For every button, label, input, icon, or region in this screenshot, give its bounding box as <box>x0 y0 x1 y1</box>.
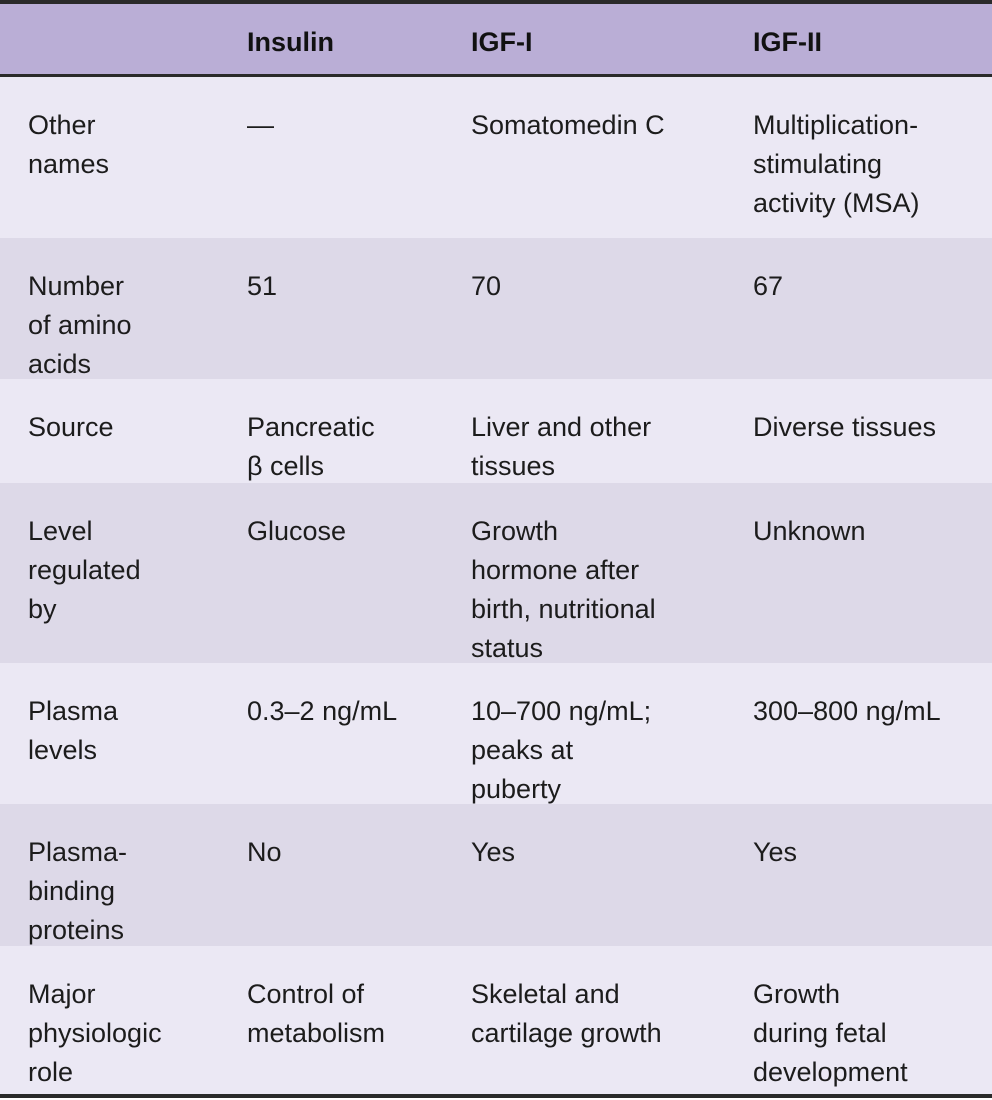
insulin-cell: Pancreatic β cells <box>247 412 375 481</box>
table-row <box>0 946 992 1094</box>
insulin-cell: 51 <box>247 271 278 301</box>
igf-2-cell: Diverse tissues <box>753 412 937 442</box>
igf-1-cell: Yes <box>471 837 516 867</box>
header-cell-igf-2: IGF-II <box>753 27 822 57</box>
igf-2-cell: Unknown <box>753 516 866 546</box>
igf-1-cell: Liver and other tissues <box>471 412 652 481</box>
insulin-cell: Glucose <box>247 516 347 546</box>
row-label-cell: Major physiologic role <box>28 979 162 1087</box>
table-bottom-rule <box>0 1094 992 1098</box>
row-label-cell: Number of amino acids <box>28 271 132 379</box>
table-row <box>0 483 992 663</box>
row-label-cell: Plasma levels <box>28 696 119 765</box>
header-cell-igf-1: IGF-I <box>471 27 533 57</box>
row-label-cell: Other names <box>28 110 110 179</box>
igf-2-cell: 300–800 ng/mL <box>753 696 941 726</box>
insulin-cell: — <box>247 110 274 140</box>
igf-1-cell: 10–700 ng/mL; peaks at puberty <box>471 696 652 804</box>
igf-1-cell: Somatomedin C <box>471 110 665 140</box>
insulin-cell: No <box>247 837 282 867</box>
igf-1-cell: 70 <box>471 271 502 301</box>
insulin-cell: 0.3–2 ng/mL <box>247 696 398 726</box>
insulin-cell: Control of metabolism <box>247 979 386 1048</box>
table-row <box>0 77 992 238</box>
igf-1-cell: Skeletal and cartilage growth <box>471 979 662 1048</box>
igf-1-cell: Growth hormone after birth, nutritional status <box>471 516 656 663</box>
row-label-cell: Plasma- binding proteins <box>28 837 128 945</box>
table-row <box>0 379 992 483</box>
header-cell-insulin: Insulin <box>247 27 334 57</box>
igf-2-cell: 67 <box>753 271 784 301</box>
igf-2-cell: Growth during fetal development <box>753 979 908 1087</box>
table-header-row <box>0 4 992 74</box>
table-row <box>0 238 992 379</box>
table-row <box>0 663 992 804</box>
igf-2-cell: Multiplication- stimulating activity (MSA) <box>753 110 920 218</box>
row-label-cell: Source <box>28 412 114 442</box>
row-label-cell: Level regulated by <box>28 516 141 624</box>
igf-2-cell: Yes <box>753 837 798 867</box>
table-row <box>0 804 992 946</box>
